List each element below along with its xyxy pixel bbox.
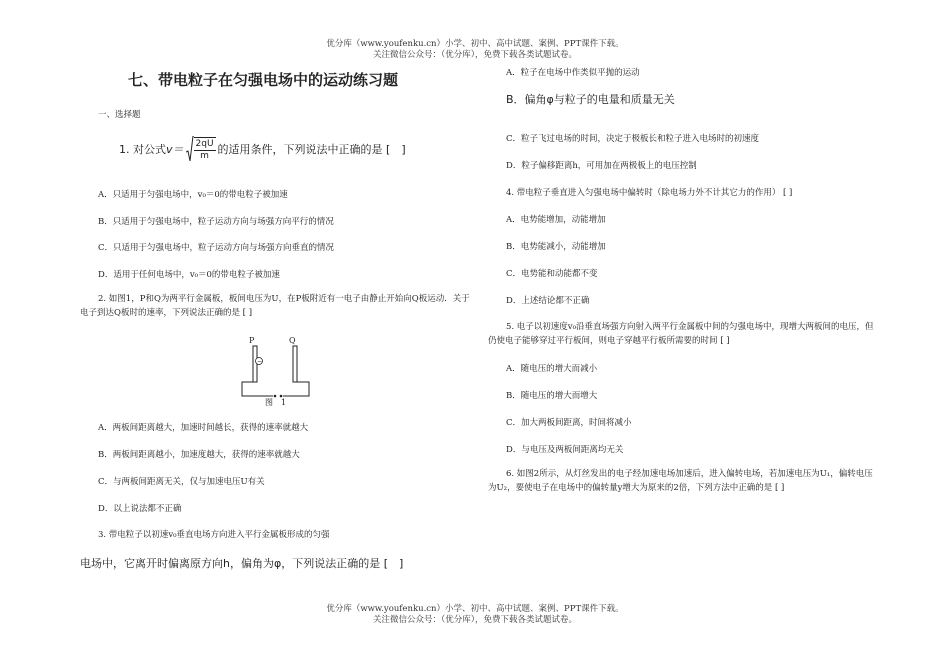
formula-denominator: m — [200, 150, 209, 161]
q5-stem: 5. 电子以初速度v₀沿垂直场强方向射入两平行金属板中间的匀强电场中，现增大两板间的电压，但仍使电子能够穿过平行板间，则电子穿越平行板所需要的时间 [ ] — [488, 322, 874, 346]
q1-suffix: 的适用条件，下列说法中正确的是 [ ] — [217, 143, 406, 156]
q1-option-a: A．只适用于匀强电场中，v₀＝0的带电粒子被加速 — [98, 190, 288, 200]
formula-numerator: 2qU — [195, 138, 214, 149]
q2-stem: 2. 如图1，P和Q为两平行金属板，板间电压为U，在P板附近有一电子由静止开始向Q板运动．关于电子到达Q板时的速率，下列说法正确的是 [ ] — [80, 294, 470, 318]
q5-option-b: B．随电压的增大而增大 — [506, 391, 598, 401]
terminal-left — [274, 395, 277, 398]
q2-option-d: D．以上说法都不正确 — [98, 504, 182, 514]
q4-option-c: C．电势能和动能都不变 — [506, 269, 598, 279]
q4-option-b: B．电势能减小，动能增加 — [506, 242, 606, 252]
page-footer-line-2: 关注微信公众号：（优分库），免费下载各类试题试卷。 — [372, 615, 577, 625]
q6-stem: 6. 如图2所示，从灯丝发出的电子经加速电场加速后，进入偏转电场，若加速电压为U₁，偏转电压为U₂，要使电子在电场中的偏转量y增大为原来的2倍，下列方法中正确的是 [ ] — [488, 469, 873, 493]
q2-option-c: C．与两板间距离无关，仅与加速电压U有关 — [98, 477, 265, 487]
q1-option-b: B．只适用于匀强电场中，粒子运动方向与场强方向平行的情况 — [98, 217, 334, 227]
q1-stem — [119, 134, 406, 164]
q1-prefix: 1. 对公式 — [119, 143, 166, 156]
figure-1-caption: 图 1 — [265, 398, 287, 406]
plate-q — [293, 346, 297, 382]
q4-option-d: D．上述结论都不正确 — [506, 296, 590, 306]
plate-q-label: Q — [289, 336, 296, 345]
sqrt-formula — [186, 136, 216, 162]
q4-stem: 4. 带电粒子垂直进入匀强电场中偏转时（除电场力外不计其它力的作用） [ ] — [506, 188, 793, 198]
formula-fraction — [194, 139, 216, 162]
circuit-wire-left — [242, 382, 273, 396]
q5-option-c: C．加大两板间距离，时间将减小 — [506, 418, 632, 428]
radical-sign-icon — [186, 136, 194, 162]
page-header-line-2: 关注微信公众号：（优分库），免费下载各类试题试卷。 — [372, 50, 577, 60]
page-header-line-1: 优分库（www.youfenku.cn）小学、初中、高中试题、案例、PPT课件下载。 — [326, 39, 624, 49]
figure-1 — [237, 334, 327, 410]
q3-option-a: A．粒子在电场中作类似平抛的运动 — [506, 68, 640, 78]
plate-p-label: P — [249, 336, 255, 345]
q3-stem-line-2: 电场中，它离开时偏离原方向h，偏角为φ，下列说法正确的是 [ ] — [80, 557, 404, 570]
q3-stem-line-1: 3. 带电粒子以初速v₀垂直电场方向进入平行金属板形成的匀强 — [98, 530, 330, 540]
q2-option-a: A．两板间距离越大，加速时间越长，获得的速率就越大 — [98, 423, 309, 433]
q1-option-c: C．只适用于匀强电场中，粒子运动方向与场强方向垂直的情况 — [98, 243, 335, 253]
q4-option-a: A．电势能增加，动能增加 — [506, 215, 606, 225]
parallel-plates-diagram — [237, 334, 327, 406]
page-footer-line-1: 优分库（www.youfenku.cn）小学、初中、高中试题、案例、PPT课件下载。 — [326, 604, 624, 614]
circuit-wire-right — [283, 382, 309, 396]
q5-option-d: D．与电压及两板间距离均无关 — [506, 445, 624, 455]
q2-option-b: B．两板间距离越小，加速度越大，获得的速率就越大 — [98, 450, 300, 460]
section-heading: 一、选择题 — [98, 110, 141, 120]
q1-var: v＝ — [166, 143, 184, 156]
terminal-right — [280, 395, 283, 398]
q3-option-c: C．粒子飞过电场的时间，决定于极板长和粒子进入电场时的初速度 — [506, 134, 760, 144]
electron-sign: − — [257, 358, 263, 366]
q3-option-b: B．偏角φ与粒子的电量和质量无关 — [506, 93, 675, 106]
q1-option-d: D．适用于任何电场中，v₀＝0的带电粒子被加速 — [98, 270, 280, 280]
q5-option-a: A．随电压的增大而减小 — [506, 364, 598, 374]
page-title: 七、带电粒子在匀强电场中的运动练习题 — [128, 71, 399, 89]
q3-option-d: D．粒子偏移距离h，可用加在两极板上的电压控制 — [506, 161, 697, 171]
